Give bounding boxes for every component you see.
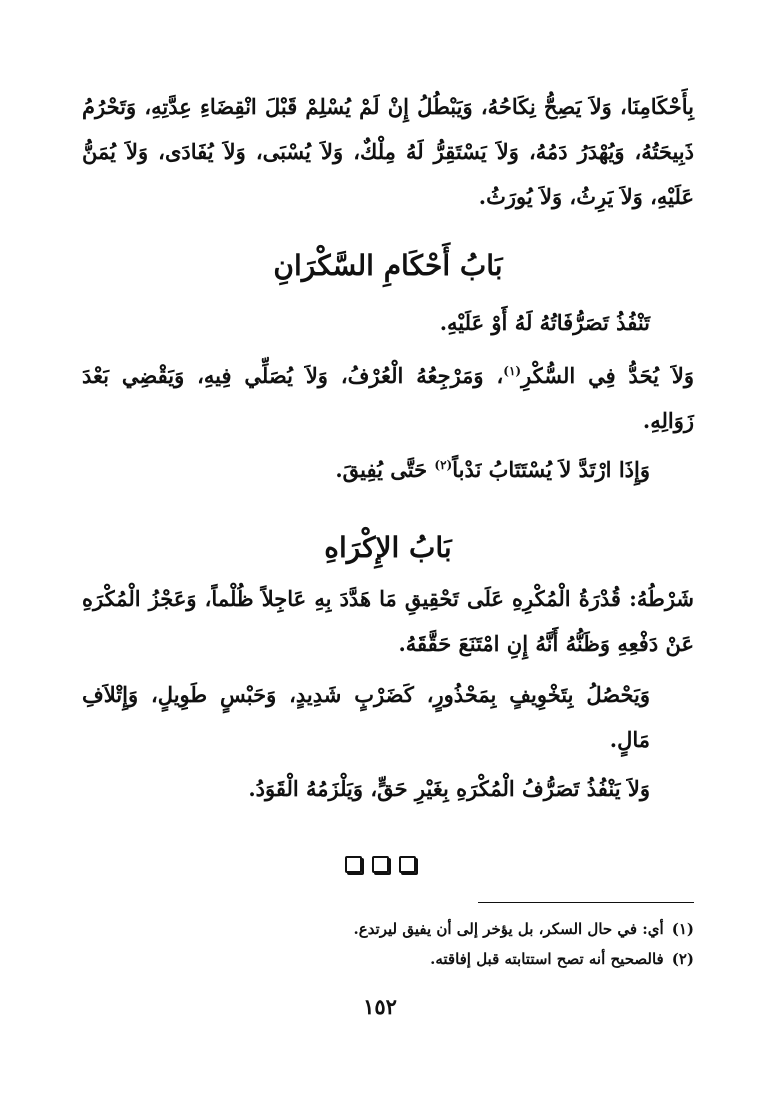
footnote-number: (١) [671, 920, 694, 938]
chapter-title-drunkard: بَابُ أَحْكَامِ السَّكْرَانِ [273, 249, 503, 282]
drunkard-paragraph-3-start: وَإِذَا ارْتَدَّ لاَ يُسْتَتَابُ نَدْباً [452, 457, 650, 482]
footnote-divider [478, 902, 694, 903]
ornament-box-icon [345, 856, 362, 873]
drunkard-paragraph-2 [82, 353, 694, 443]
drunkard-paragraph-2-end: ، وَمَرْجِعُهُ الْعُرْفُ، وَلاَ يُصَلِّي فِيهِ، وَيَقْضِي بَعْدَ زَوَالِهِ. [82, 363, 694, 433]
continuation-paragraph: بِأَحْكَامِنَا، وَلاَ يَصِحُّ نِكَاحُهُ، وَيَبْطُلُ إِنْ لَمْ يُسْلِمْ قَبْلَ انْقِضَاءِ عِدَّتِهِ، وَتَحْرُمُ ذَبِيحَتُهُ، وَيُهْدَرُ دَمُهُ، وَلاَ يَسْتَقِرُّ لَهُ مِلْكٌ، وَلاَ يُسْبَى، وَلاَ يُفَادَى، وَلاَ يُمَنُّ عَلَيْهِ، وَلاَ يَرِثُ، وَلاَ يُورَثُ. [82, 94, 694, 209]
footnote-ref-2[interactable]: (٢) [434, 458, 453, 472]
section-coercion [82, 576, 694, 811]
footnote-1 [82, 914, 694, 944]
drunkard-paragraph-1: تَنْفُذُ تَصَرُّفَاتُهُ لَهُ أَوْ عَلَيْهِ. [439, 310, 650, 335]
footnote-ref-1[interactable]: (١) [503, 364, 522, 378]
footnote-2 [82, 944, 694, 974]
section-continuation [82, 84, 694, 219]
coercion-paragraph-2: وَيَحْصُلُ بِتَخْوِيفٍ بِمَحْذُورٍ، كَضَرْبٍ شَدِيدٍ، وَحَبْسٍ طَوِيلٍ، وَإِتْلاَفِ مَالٍ. [82, 682, 650, 752]
coercion-paragraph-1: شَرْطُهُ: قُدْرَةُ الْمُكْرِهِ عَلَى تَحْقِيقِ مَا هَدَّدَ بِهِ عَاجِلاً ظُلْماً، وَعَجْزُ الْمُكْرَهِ عَنْ دَفْعِهِ وَظَنُّهُ أَنَّهُ إِنِ امْتَنَعَ حَقَّقَهُ. [82, 586, 694, 656]
coercion-paragraph-3: وَلاَ يَنْفُذُ تَصَرُّفُ الْمُكْرَهِ بِغَيْرِ حَقٍّ، وَيَلْزَمُهُ الْقَوَدُ. [248, 776, 650, 801]
section-drunkard [82, 300, 694, 492]
footnote-number: (٢) [671, 950, 694, 968]
ornament-box-icon [399, 856, 416, 873]
footnote-text: أي: في حال السكر، بل يؤخر إلى أن يفيق ليرتدع. [353, 920, 664, 938]
page-number: ١٥٢ [363, 994, 397, 1019]
drunkard-paragraph-3-end: حَتَّى يُفِيقَ. [335, 457, 435, 482]
footnotes [82, 914, 694, 974]
chapter-title-coercion: بَابُ الإِكْرَاهِ [324, 531, 452, 564]
footnote-text: فالصحيح أنه تصح استتابته قبل إفاقته. [430, 950, 664, 968]
drunkard-paragraph-3 [82, 447, 694, 492]
ornament-box-icon [372, 856, 389, 873]
section-end-ornament [0, 856, 760, 877]
drunkard-paragraph-2-start: وَلاَ يُحَدُّ فِي السُّكْرِ [521, 363, 694, 388]
